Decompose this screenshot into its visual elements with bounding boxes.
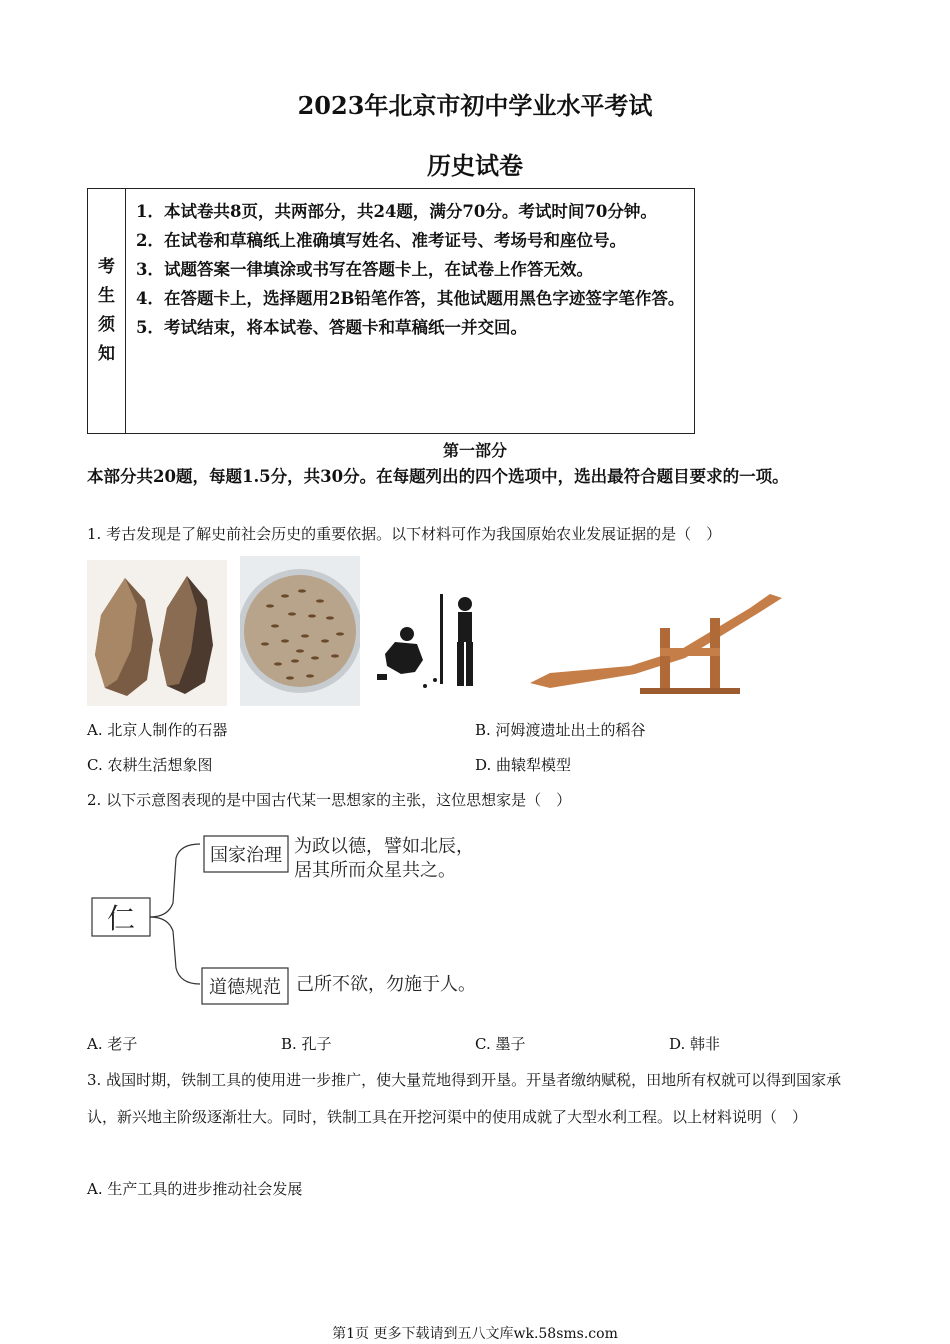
part-intro: 本部分共20题，每题1.5分，共30分。在每题列出的四个选项中，选出最符合题目要求的一项。 bbox=[87, 467, 789, 486]
thought-diagram bbox=[88, 828, 528, 1010]
q1-option-d[interactable]: D. 曲辕犁模型 bbox=[475, 756, 572, 774]
notice-label-char: 知 bbox=[98, 344, 115, 364]
plough-model-image bbox=[520, 588, 788, 700]
bottom-quote: 己所不欲，勿施于人。 bbox=[296, 974, 476, 995]
notice-item: 3．试题答案一律填涂或书写在答题卡上，在试卷上作答无效。 bbox=[136, 260, 593, 279]
q2-option-c[interactable]: C. 墨子 bbox=[475, 1035, 526, 1053]
notice-item: 4．在答题卡上，选择题用2B铅笔作答，其他试题用黑色字迹签字笔作答。 bbox=[136, 289, 685, 308]
bottom-box-label: 道德规范 bbox=[209, 977, 281, 998]
notice-item: 2．在试卷和草稿纸上准确填写姓名、准考证号、考场号和座位号。 bbox=[136, 231, 626, 250]
notice-label bbox=[88, 189, 126, 433]
q1-option-a[interactable]: A. 北京人制作的石器 bbox=[87, 721, 228, 739]
top-quote-line-2: 居其所而众星共之。 bbox=[294, 860, 456, 881]
page-footer: 第1页 更多下载请到五八文库wk.58sms.com bbox=[332, 1326, 618, 1342]
q1-option-b[interactable]: B. 河姆渡遗址出土的稻谷 bbox=[475, 721, 646, 739]
top-box-label: 国家治理 bbox=[210, 845, 282, 866]
farming-illustration bbox=[365, 590, 495, 695]
q2-option-d[interactable]: D. 韩非 bbox=[669, 1035, 721, 1053]
q2-option-b[interactable]: B. 孔子 bbox=[281, 1035, 332, 1053]
part-title: 第一部分 bbox=[442, 441, 507, 460]
notice-items bbox=[136, 197, 686, 342]
top-quote-line-1: 为政以德，譬如北辰， bbox=[294, 836, 474, 857]
notice-label-char: 须 bbox=[98, 315, 115, 335]
exam-subtitle: 历史试卷 bbox=[427, 151, 523, 180]
notice-label-char: 生 bbox=[98, 286, 115, 306]
notice-item: 1．本试卷共8页，共两部分，共24题，满分70分。考试时间70分钟。 bbox=[136, 202, 657, 221]
stone-tools-image bbox=[87, 560, 227, 706]
notice-item: 5．考试结束，将本试卷、答题卡和草稿纸一并交回。 bbox=[136, 318, 527, 337]
q2-option-a[interactable]: A. 老子 bbox=[87, 1035, 138, 1053]
branch-top bbox=[150, 844, 200, 917]
exam-title: 2023年北京市初中学业水平考试 bbox=[297, 91, 653, 120]
q1-option-c[interactable]: C. 农耕生活想象图 bbox=[87, 756, 213, 774]
question-2-stem: 2. 以下示意图表现的是中国古代某一思想家的主张，这位思想家是（ ） bbox=[87, 791, 572, 809]
rice-grains-image bbox=[240, 556, 360, 706]
question-3-stem: 3. 战国时期，铁制工具的使用进一步推广，使大量荒地得到开垦。开垦者缴纳赋税，田地所有权就可以得到国家承认，新兴地主阶级逐渐壮大。同时，铁制工具在开挖河渠中的使用成就了大型水利工程。以上材料说明（ ） bbox=[87, 1071, 842, 1126]
center-char: 仁 bbox=[106, 902, 136, 935]
question-1-stem: 1. 考古发现是了解史前社会历史的重要依据。以下材料可作为我国原始农业发展证据的是（ ） bbox=[87, 525, 722, 543]
notice-box bbox=[87, 188, 695, 434]
notice-label-char: 考 bbox=[98, 257, 115, 277]
q3-option-a[interactable]: A. 生产工具的进步推动社会发展 bbox=[87, 1180, 303, 1198]
branch-bottom bbox=[150, 917, 200, 984]
